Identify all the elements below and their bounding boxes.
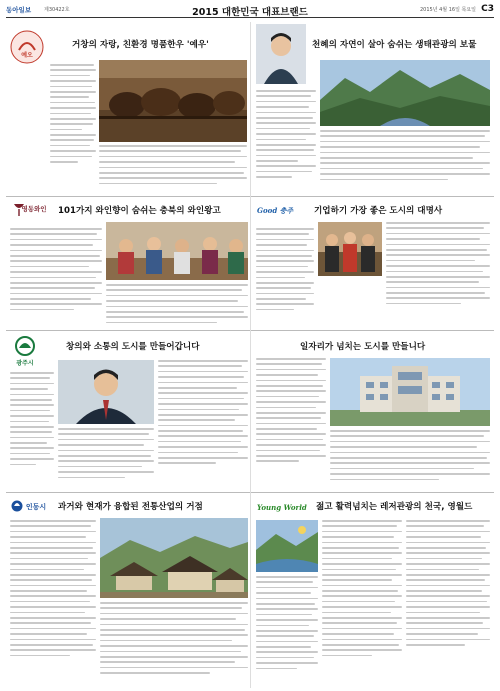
article-body: [320, 130, 490, 192]
section-1-headline: 거창의 자랑, 친환경 명품한우 '예우': [72, 40, 209, 50]
masthead: [6, 4, 494, 18]
article-body: [58, 428, 154, 488]
wine-festival-photo: [106, 222, 248, 280]
mayor-portrait-photo: [58, 360, 154, 424]
section-3-headline-right: 일자리가 넘치는 도시를 만들니다: [300, 342, 426, 352]
article-body: [386, 222, 490, 326]
section-3-headline: 창의와 소통의 도시를 만들어갑니다: [66, 342, 200, 352]
article-body: [100, 602, 248, 686]
svg-text:예오: 예오: [21, 52, 33, 59]
section-1-headline-right: 천혜의 자연이 살아 숨쉬는 생태관광의 보물: [312, 40, 477, 50]
article-body: [406, 520, 490, 686]
svg-text:광주시: 광주시: [16, 360, 34, 367]
city-hall-photo: [330, 358, 490, 426]
page-title: 2015 대한민국 대표브랜드: [192, 7, 308, 18]
section-2-headline-right: 기업하기 가장 좋은 도시의 대명사: [314, 206, 443, 216]
yeu-logo: [10, 30, 44, 64]
leisure-photo: [256, 520, 318, 572]
publish-date: 2015년 4월 16일 목요일: [419, 7, 476, 13]
section-2-headline: 101가지 와인향이 숨쉬는 충북의 와인왕고: [58, 206, 221, 216]
article-body: [322, 520, 402, 686]
article-body: [256, 358, 326, 488]
article-body: [158, 360, 248, 488]
good-chungju-logo: [256, 200, 300, 220]
page-number: C3: [481, 4, 494, 14]
portrait-photo: [256, 24, 306, 84]
article-body: [106, 284, 248, 326]
traditional-village-photo: [100, 518, 248, 598]
article-body: [256, 228, 314, 326]
cattle-photo: [99, 60, 247, 142]
section-4-headline-right: 젊고 활력넘치는 레저관광의 천국, 영월드: [316, 502, 473, 512]
gwangju-logo: [10, 334, 40, 368]
article-body: [10, 520, 96, 686]
svg-text:인동시: 인동시: [25, 503, 47, 511]
city-logo: [10, 496, 50, 518]
svg-text:영동와인: 영동와인: [21, 205, 47, 213]
column-divider: [250, 22, 251, 688]
ceremony-photo: [318, 222, 382, 276]
newspaper-name: 동아일보: [6, 6, 32, 14]
yeongdong-wine-logo: [10, 200, 50, 222]
article-body: [256, 90, 316, 192]
article-body: [330, 430, 490, 488]
section-4-headline: 과거와 현재가 융합된 전통산업의 거점: [58, 502, 203, 512]
article-body: [10, 228, 102, 326]
article-body: [50, 64, 96, 190]
issue-number: 제30422호: [44, 7, 70, 13]
svg-text:Young World: Young World: [257, 503, 307, 512]
article-body: [10, 372, 54, 488]
article-body: [99, 145, 247, 190]
landscape-photo: [320, 60, 490, 126]
young-world-logo: [256, 496, 312, 518]
svg-text:Good 충주: Good 충주: [257, 206, 294, 215]
article-body: [256, 576, 318, 686]
